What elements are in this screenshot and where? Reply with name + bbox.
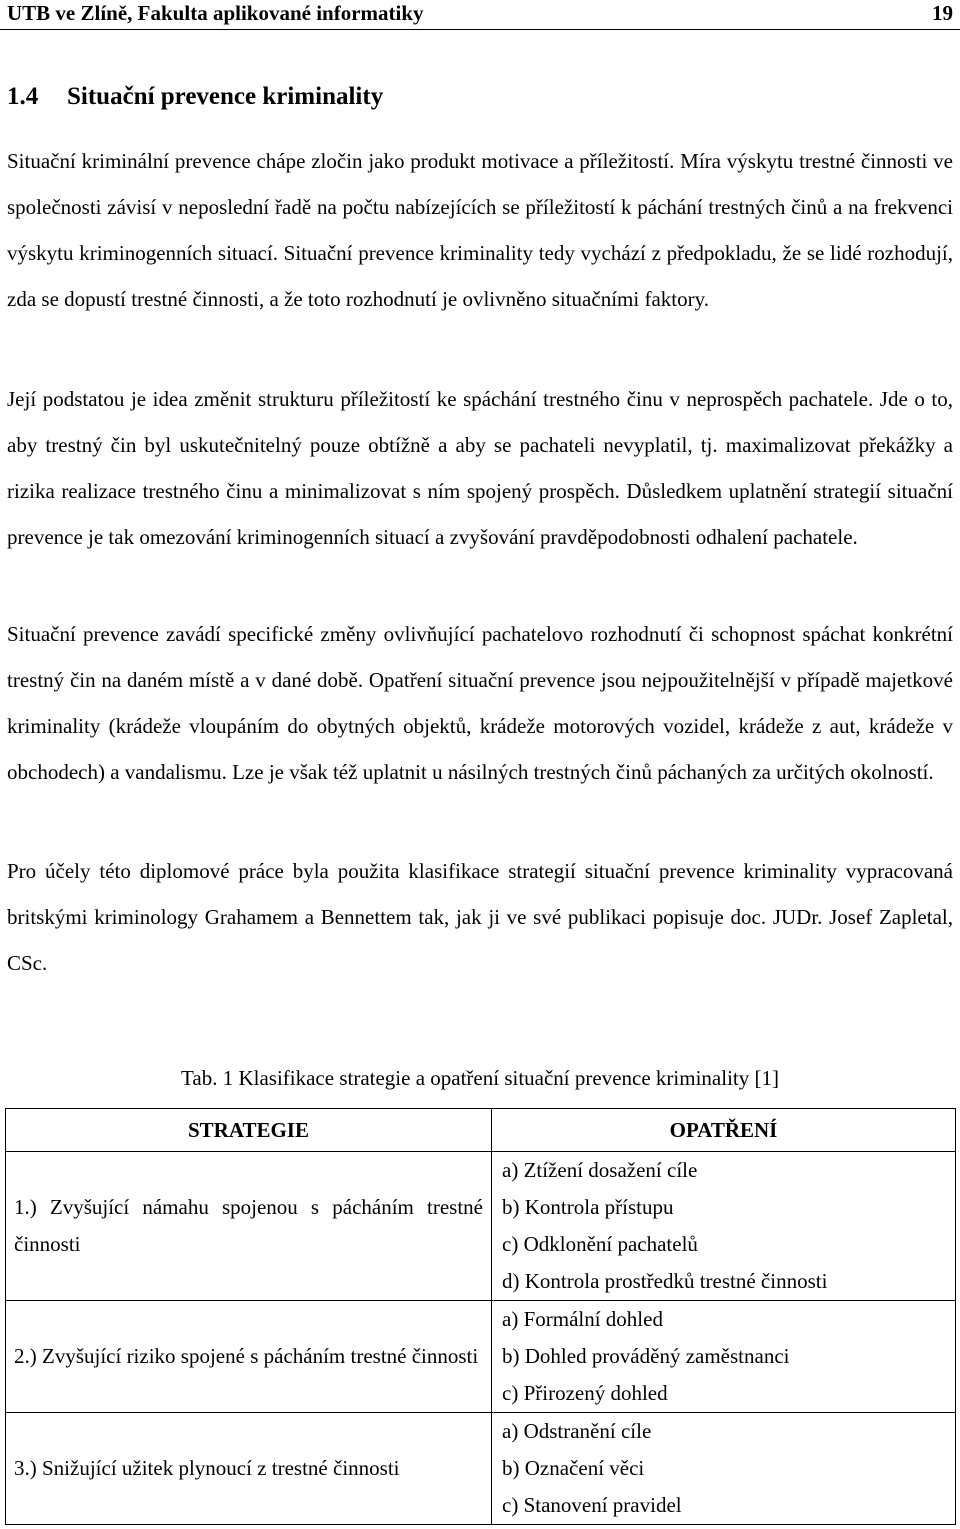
- classification-table: [5, 1108, 956, 1525]
- paragraph-1: Situační kriminální prevence chápe zločin jako produkt motivace a příležitostí. Míra výskytu trestné činnosti ve společnosti závisí v neposlední řadě na počtu nabízejících se příležitostí k páchání trestných činů a na frekvenci výskytu kriminogenních situací. Situační prevence kriminality tedy vychází z předpokladu, že se lidé rozhodují, zda se dopustí trestné činnosti, a že toto rozhodnutí je ovlivněno situačními faktory.: [7, 149, 953, 311]
- table-row: [6, 1152, 956, 1301]
- table-caption: Tab. 1 Klasifikace strategie a opatření situační prevence kriminality [1]: [181, 1066, 779, 1090]
- measure-item: b) Kontrola přístupu: [502, 1195, 674, 1219]
- measure-item: b) Označení věci: [502, 1456, 645, 1480]
- section-title: Situační prevence kriminality: [67, 83, 384, 110]
- measure-item: c) Přirozený dohled: [502, 1381, 668, 1405]
- measures-cell: [492, 1152, 956, 1301]
- measure-item: a) Formální dohled: [502, 1307, 663, 1331]
- measures-cell: [492, 1413, 956, 1525]
- strategy-cell: 3.) Snižující užitek plynoucí z trestné činnosti: [6, 1413, 492, 1525]
- measure-item: a) Odstranění cíle: [502, 1419, 652, 1443]
- page-number: 19: [932, 1, 953, 25]
- page-header: [7, 0, 955, 28]
- measure-item: c) Odklonění pachatelů: [502, 1232, 698, 1256]
- table-row: [6, 1301, 956, 1413]
- section-number: 1.4: [7, 83, 39, 110]
- column-header-measures: OPATŘENÍ: [492, 1109, 956, 1152]
- measure-item: a) Ztížení dosažení cíle: [502, 1158, 698, 1182]
- measure-item: b) Dohled prováděný zaměstnanci: [502, 1344, 790, 1368]
- strategy-cell: 2.) Zvyšující riziko spojené s pácháním trestné činnosti: [6, 1301, 492, 1413]
- measures-cell: [492, 1301, 956, 1413]
- header-institution: UTB ve Zlíně, Fakulta aplikované informatiky: [7, 1, 424, 25]
- column-header-strategy: STRATEGIE: [6, 1109, 492, 1152]
- header-divider: [0, 29, 960, 30]
- paragraph-4: Pro účely této diplomové práce byla použita klasifikace strategií situační prevence kriminality vypracovaná britskými kriminology Grahamem a Bennettem tak, jak ji ve své publikaci popisuje doc. JUDr. Josef Zapletal, CSc.: [7, 859, 953, 975]
- measure-item: c) Stanovení pravidel: [502, 1493, 682, 1517]
- paragraph-2: Její podstatou je idea změnit strukturu příležitostí ke spáchání trestného činu v neprospěch pachatele. Jde o to, aby trestný čin byl uskutečnitelný pouze obtížně a aby se pachateli nevyplatil, tj. maximalizovat překážky a rizika realizace trestného činu a minimalizovat s ním spojený prospěch. Důsledkem uplatnění strategií situační prevence je tak omezování kriminogenních situací a zvyšování pravděpodobnosti odhalení pachatele.: [7, 387, 953, 549]
- section-heading: [7, 80, 383, 114]
- paragraph-3: Situační prevence zavádí specifické změny ovlivňující pachatelovo rozhodnutí či schopnost spáchat konkrétní trestný čin na daném místě a v dané době. Opatření situační prevence jsou nejpoužitelnější v případě majetkové kriminality (krádeže vloupáním do obytných objektů, krádeže motorových vozidel, krádeže z aut, krádeže v obchodech) a vandalismu. Lze je však též uplatnit u násilných trestných činů páchaných za určitých okolností.: [7, 622, 953, 784]
- table-row: [6, 1413, 956, 1525]
- strategy-cell: 1.) Zvyšující námahu spojenou s pácháním trestné činnosti: [6, 1152, 492, 1301]
- table-header-row: [6, 1109, 956, 1152]
- measure-item: d) Kontrola prostředků trestné činnosti: [502, 1269, 828, 1293]
